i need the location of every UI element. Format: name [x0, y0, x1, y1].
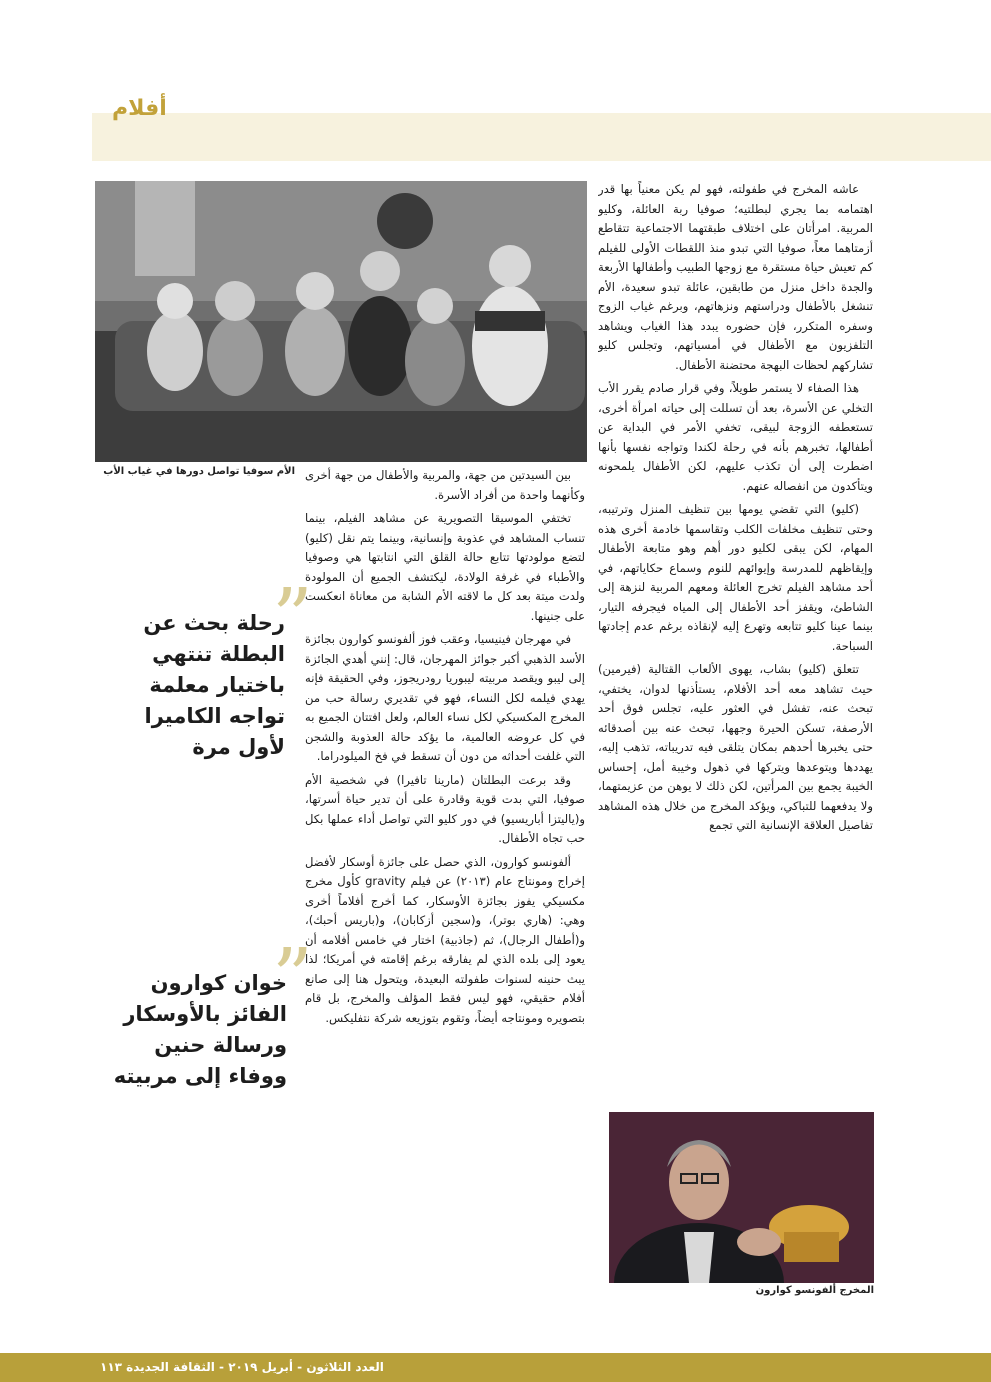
- pull-quote: خوان كوارون الفائز بالأوسكار ورسالة حنين ووفاء إلى مربيته: [113, 971, 287, 1088]
- paragraph: تتعلق (كليو) بشاب، يهوى الألعاب القتالية (فيرمين) حيث تشاهد معه أحد الأفلام، يستأذنها لدوان، يختفي، تبحث عنه، تفشل في العثور عليه، تجلس فوق أحد الأرصفة، تسكن الحيرة وجهها، تبحث عنه بين أصدقائه حتى يخبرها أحدهم بمكان يتلقى فيه تدريباته، تذهب إليه، يهددها ويتوعدها ويتركها في ذهول وخيبة أمل، إحساس الخيبة يجمع بين المرأتين، لكن ذلك لا يوهن من عزيمتهما، ولا يدفعهما للتباكي، ويؤكد المخرج من خلال هذه المشاهد تفاصيل العلاقة الإنسانية التي تجمع: [598, 662, 873, 832]
- header-band: [92, 113, 991, 161]
- article-column-right: [598, 180, 873, 1110]
- paragraph: (كليو) التي تقضي يومها بين تنظيف المنزل وترتيبه، وحتى تنظيف مخلفات الكلب وتقاسمها خادمة أخرى هذه المهام، لكن يبقى لكليو دور أهم وهو متابعة الأطفال وإيقاظهم للمدرسة وإيوائهم للنوم وسماع حكاياتهم، في أحد مشاهد الفيلم تخرج العائلة ومعهم المربية لنزهة إلى الشاطئ، ويقفز أحد الأطفال إلى المياه فيجرفه التيار، بينما عينا كليو تتابعه وتهرع إليه لإنقاذه برغم عدم إجادتها السباحة.: [598, 502, 873, 653]
- family-photo-caption: الأم سوفيا تواصل دورها في غياب الأب: [103, 466, 295, 477]
- section-title: أفلام: [112, 96, 167, 121]
- paragraph: وقد برعت البطلتان (مارينا تافيرا) في شخصية الأم صوفيا، التي بدت قوية وقادرة على أن تدير حياة أسرتها، و(ياليتزا أباريسيو) في دور كليو التي تواصل أداء عملها بكل حب تجاه الأطفال.: [305, 772, 585, 845]
- paragraph: عاشه المخرج في طفولته، فهو لم يكن معنياً بها قدر اهتمامه بما يجري لبطلتيه؛ صوفيا ربة العائلة، وكليو المربية. امرأتان على اختلاف طبقتهما الاجتماعية تتقاطع أزمتاهما معاً، صوفيا التي تبدو منذ اللقطات الأولى للفيلم كم تعيش حياة مستقرة مع زوجها الطبيب وأطفالها الأربعة والجدة داخل منزل من طابقين، عائلة تبدو سعيدة، الأم تنشغل بالأطفال ودراستهم ونزهاتهم، وبرغم غياب الزوج وسفره المتكرر، فإن حضوره يبدد هذا الغياب ويشاهد التلفزيون مع الأطفال في أمسياتهم، وتجلس كليو تشاركهم لحظات البهجة محتضنة الأطفال.: [598, 182, 873, 372]
- family-photo-illustration: [95, 181, 587, 462]
- paragraph: بين السيدتين من جهة، والمربية والأطفال من جهة أخرى وكأنهما واحدة من أفراد الأسرة.: [305, 468, 585, 502]
- director-photo-caption: المخرج ألفونسو كوارون: [755, 1285, 874, 1296]
- pull-quote: رحلة بحث عن البطلة تنتهي باختيار معلمة تواجه الكاميرا لأول مرة: [143, 611, 285, 759]
- quote-mark-icon: ”: [272, 571, 313, 664]
- paragraph: في مهرجان فينيسيا، وعقب فوز ألفونسو كوارون بجائزة الأسد الذهبي أكبر جوائز المهرجان، قال: إنني أهدي الجائزة إلى ليبو ويقصد مربيته ليبوريا رودريجوز، وفي الحقيقة فإنه يهدي فيلمه لكل النساء، فهو في تقديري رسالة حب من المخرج المكسيكي لكل نساء العالم، ولعل افتتان الجميع به في كل عروضه العالمية، ما يؤكد حالة العذوبة والشجن التي غلفت أحداثه من دون أن تسقط في فخ الميلودراما.: [305, 632, 585, 763]
- paragraph: تختفي الموسيقا التصويرية عن مشاهد الفيلم، بينما تنساب المشاهد في عذوبة وإنسانية، وبينما يتم نقل (كليو) لتضع مولودتها تتابع حالة القلق التي انتابتها هي وصوفيا والأطباء في غرفة الولادة، ليكتشف الجميع أن المولودة ولدت ميتة بعد كل ما لاقته الأم الشابة من معاناة انعكست على جنينها.: [305, 511, 585, 623]
- paragraph: هذا الصفاء لا يستمر طويلاً، وفي قرار صادم يقرر الأب التخلي عن الأسرة، بعد أن تسللت إلى حياته امرأة أخرى، تستعطفه الزوجة لبيقى، تخفي الأمر في البداية عن أطفالها، تخبرهم بأنه في رحلة لكندا وتواجه نفسها بأنها اضطرت إلى أن تكذب عليهم، لكن الأطفال يلمحونه ويتأكدون من انفصاله عنهم.: [598, 381, 873, 493]
- quote-mark-icon: ”: [272, 931, 313, 1024]
- director-photo-illustration: [609, 1112, 874, 1283]
- footer-text: العدد الثلاثون - أبريل ٢٠١٩ - الثقافة الجديدة ١١٣: [100, 1360, 384, 1374]
- family-photo: [95, 181, 587, 462]
- paragraph: ألفونسو كوارون، الذي حصل على جائزة أوسكار لأفضل إخراج ومونتاج عام (٢٠١٣) عن فيلم gravity كأول مخرج مكسيكي يفوز بجائزة الأوسكار، كما أخرج أفلاماً أخرى وهي: (هاري بوتر)، و(سجين أزكابان)، و(باريس أحبك)، و(أطفال الرجال)، ثم (جاذبية) اختار في خامس أفلامه أن يعود إلى بلده الذي لم يفارقه برغم إقامته في أمريكا؛ لذا يبث حنينه لسنوات طفولته البعيدة، ويتحول هنا إلى صانع أفلام حقيقي، فهو ليس فقط المؤلف والمخرج، بل قام بتصويره ومونتاجه أيضاً، وتقوم بتوزيعه شركة نتفليكس.: [305, 854, 585, 1025]
- article-column-middle: [305, 466, 585, 1266]
- director-photo: [609, 1112, 874, 1283]
